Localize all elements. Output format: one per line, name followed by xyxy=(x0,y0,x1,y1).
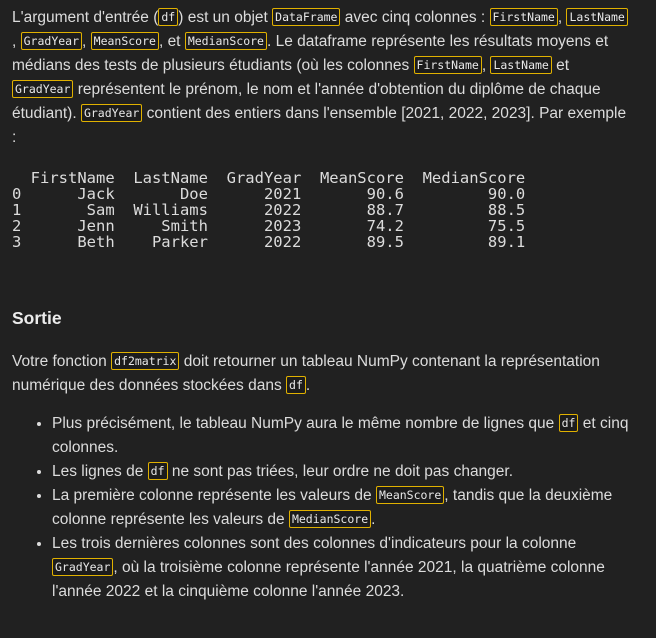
inline-code: df xyxy=(559,414,579,432)
list-item-text: . xyxy=(371,511,376,528)
list-item-text: et cinq colonnes. xyxy=(52,415,629,456)
example-dataframe xyxy=(12,170,632,250)
inline-code: GradYear xyxy=(81,104,142,122)
inline-code: GradYear xyxy=(12,80,73,98)
output-bullet-list xyxy=(12,412,632,604)
table-row: 1 Sam Williams 2022 88.7 88.5 xyxy=(12,201,526,219)
table-row: 3 Beth Parker 2022 89.5 89.1 xyxy=(12,233,526,251)
inline-code: DataFrame xyxy=(272,8,340,26)
inline-code: df xyxy=(158,8,178,26)
inline-code: MeanScore xyxy=(91,32,159,50)
intro-text: , et xyxy=(158,33,185,50)
list-item-text: Les lignes de xyxy=(52,463,148,480)
intro-text: contient des entiers dans l'ensemble [2021, 2022, 2023]. Par exemple : xyxy=(12,105,627,146)
output-text: Votre fonction xyxy=(12,353,112,370)
intro-text: . Le dataframe représente les résultats moyens et médians des tests de plusieurs étudiants (où les colonnes xyxy=(12,33,609,74)
list-item-text: , où la troisième colonne représente l'année 2021, la quatrième colonne l'année 2022 et la cinquième colonne l'année 2023. xyxy=(52,559,605,600)
list-item xyxy=(52,460,632,484)
inline-code: LastName xyxy=(490,56,551,74)
intro-paragraph xyxy=(12,6,632,150)
table-row: 0 Jack Doe 2021 90.6 90.0 xyxy=(12,185,526,203)
list-item-text: Plus précisément, le tableau NumPy aura le même nombre de lignes que xyxy=(52,415,559,432)
inline-code: GradYear xyxy=(52,558,113,576)
inline-code: df xyxy=(148,462,168,480)
intro-text: , xyxy=(481,57,491,74)
inline-code: MedianScore xyxy=(289,510,371,528)
inline-code: LastName xyxy=(566,8,627,26)
list-item-text: ne sont pas triées, leur ordre ne doit pas changer. xyxy=(167,463,514,480)
inline-code: df xyxy=(286,376,306,394)
output-text: doit retourner un tableau NumPy contenant la représentation numérique des données stockées dans xyxy=(12,353,600,394)
intro-text: représentent le prénom, le nom et l'année d'obtention du diplôme de chaque étudiant). xyxy=(12,81,601,122)
inline-code: FirstName xyxy=(490,8,558,26)
list-item xyxy=(52,484,632,532)
section-heading-output: Sortie xyxy=(12,308,62,328)
inline-code: GradYear xyxy=(21,32,82,50)
intro-text: ) est un objet xyxy=(178,9,273,26)
intro-text: , xyxy=(12,33,21,50)
table-row: 2 Jenn Smith 2023 74.2 75.5 xyxy=(12,217,526,235)
inline-code: MedianScore xyxy=(185,32,267,50)
intro-text: , xyxy=(82,33,91,50)
output-paragraph xyxy=(12,350,632,398)
inline-code: MeanScore xyxy=(376,486,444,504)
list-item-text: La première colonne représente les valeurs de xyxy=(52,487,376,504)
intro-text: et xyxy=(551,57,570,74)
table-header: FirstName LastName GradYear MeanScore MedianScore xyxy=(12,169,526,187)
list-item xyxy=(52,532,632,604)
inline-code: FirstName xyxy=(414,56,482,74)
intro-text: avec cinq colonnes : xyxy=(340,9,490,26)
intro-text: L'argument d'entrée ( xyxy=(12,9,159,26)
list-item-text: Les trois dernières colonnes sont des colonnes d'indicateurs pour la colonne xyxy=(52,535,577,552)
intro-text: , xyxy=(557,9,567,26)
list-item xyxy=(52,412,632,460)
list-item-text: , tandis que la deuxième colonne représente les valeurs de xyxy=(52,487,613,528)
inline-code: df2matrix xyxy=(111,352,179,370)
output-text: . xyxy=(305,377,311,394)
